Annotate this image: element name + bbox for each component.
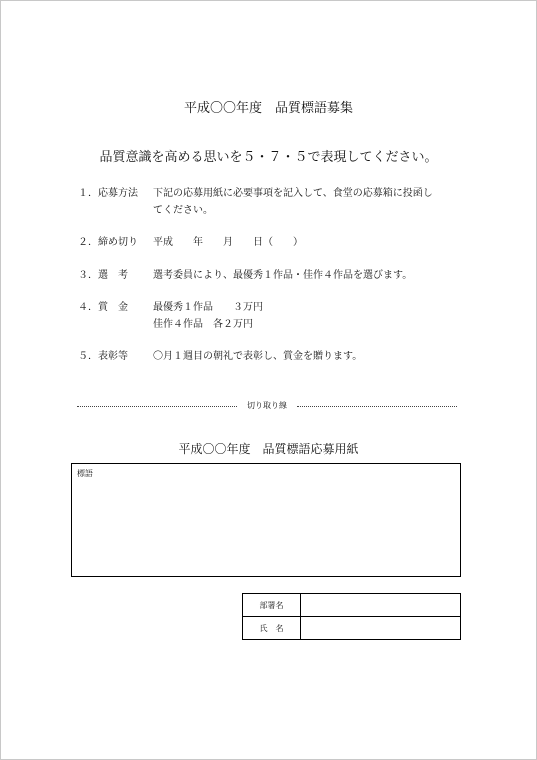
item-content [153, 185, 473, 219]
department-label: 部署名 [243, 594, 301, 617]
slogan-label: 標語 [77, 469, 93, 478]
item-label: ５．表彰等 [78, 351, 128, 362]
name-label: 氏 名 [243, 617, 301, 640]
item-prize [78, 299, 478, 333]
item-label: ４．賞 金 [78, 302, 128, 313]
item-selection [78, 267, 478, 284]
item-line: てください。 [153, 205, 213, 216]
item-content [153, 234, 473, 251]
item-content [153, 348, 473, 365]
item-line: 〇月１週目の朝礼で表彰し、賞金を贈ります。 [153, 351, 363, 362]
form-title: 平成〇〇年度 品質標語応募用紙 [178, 442, 359, 456]
item-label: ２．締め切り [78, 237, 138, 248]
item-line: 平成 年 月 日（ ） [153, 237, 303, 248]
item-content [153, 267, 473, 284]
department-field[interactable] [301, 594, 461, 617]
name-field[interactable] [301, 617, 461, 640]
item-label: １．応募方法 [78, 188, 138, 199]
item-line: 佳作４作品 各２万円 [153, 319, 253, 330]
slogan-entry-box[interactable] [71, 463, 461, 577]
lead-text: 品質意識を高める思いを５・７・５で表現してください。 [99, 150, 438, 165]
item-line: 下記の応募用紙に必要事項を記入して、食堂の応募箱に投函し [153, 188, 433, 199]
item-award [78, 348, 478, 365]
item-line: 選考委員により、最優秀１作品・佳作４作品を選びます。 [153, 270, 413, 281]
table-row [243, 594, 461, 617]
item-label: ３．選 考 [78, 270, 128, 281]
applicant-info-table [242, 593, 461, 640]
page-title: 平成〇〇年度 品質標語募集 [183, 101, 353, 116]
cut-line [77, 400, 457, 412]
table-row [243, 617, 461, 640]
item-deadline [78, 234, 478, 251]
item-content [153, 299, 473, 333]
item-line: 最優秀１作品 ３万円 [153, 302, 263, 313]
cut-line-label: 切り取り線 [247, 401, 287, 410]
item-application-method [78, 185, 478, 219]
